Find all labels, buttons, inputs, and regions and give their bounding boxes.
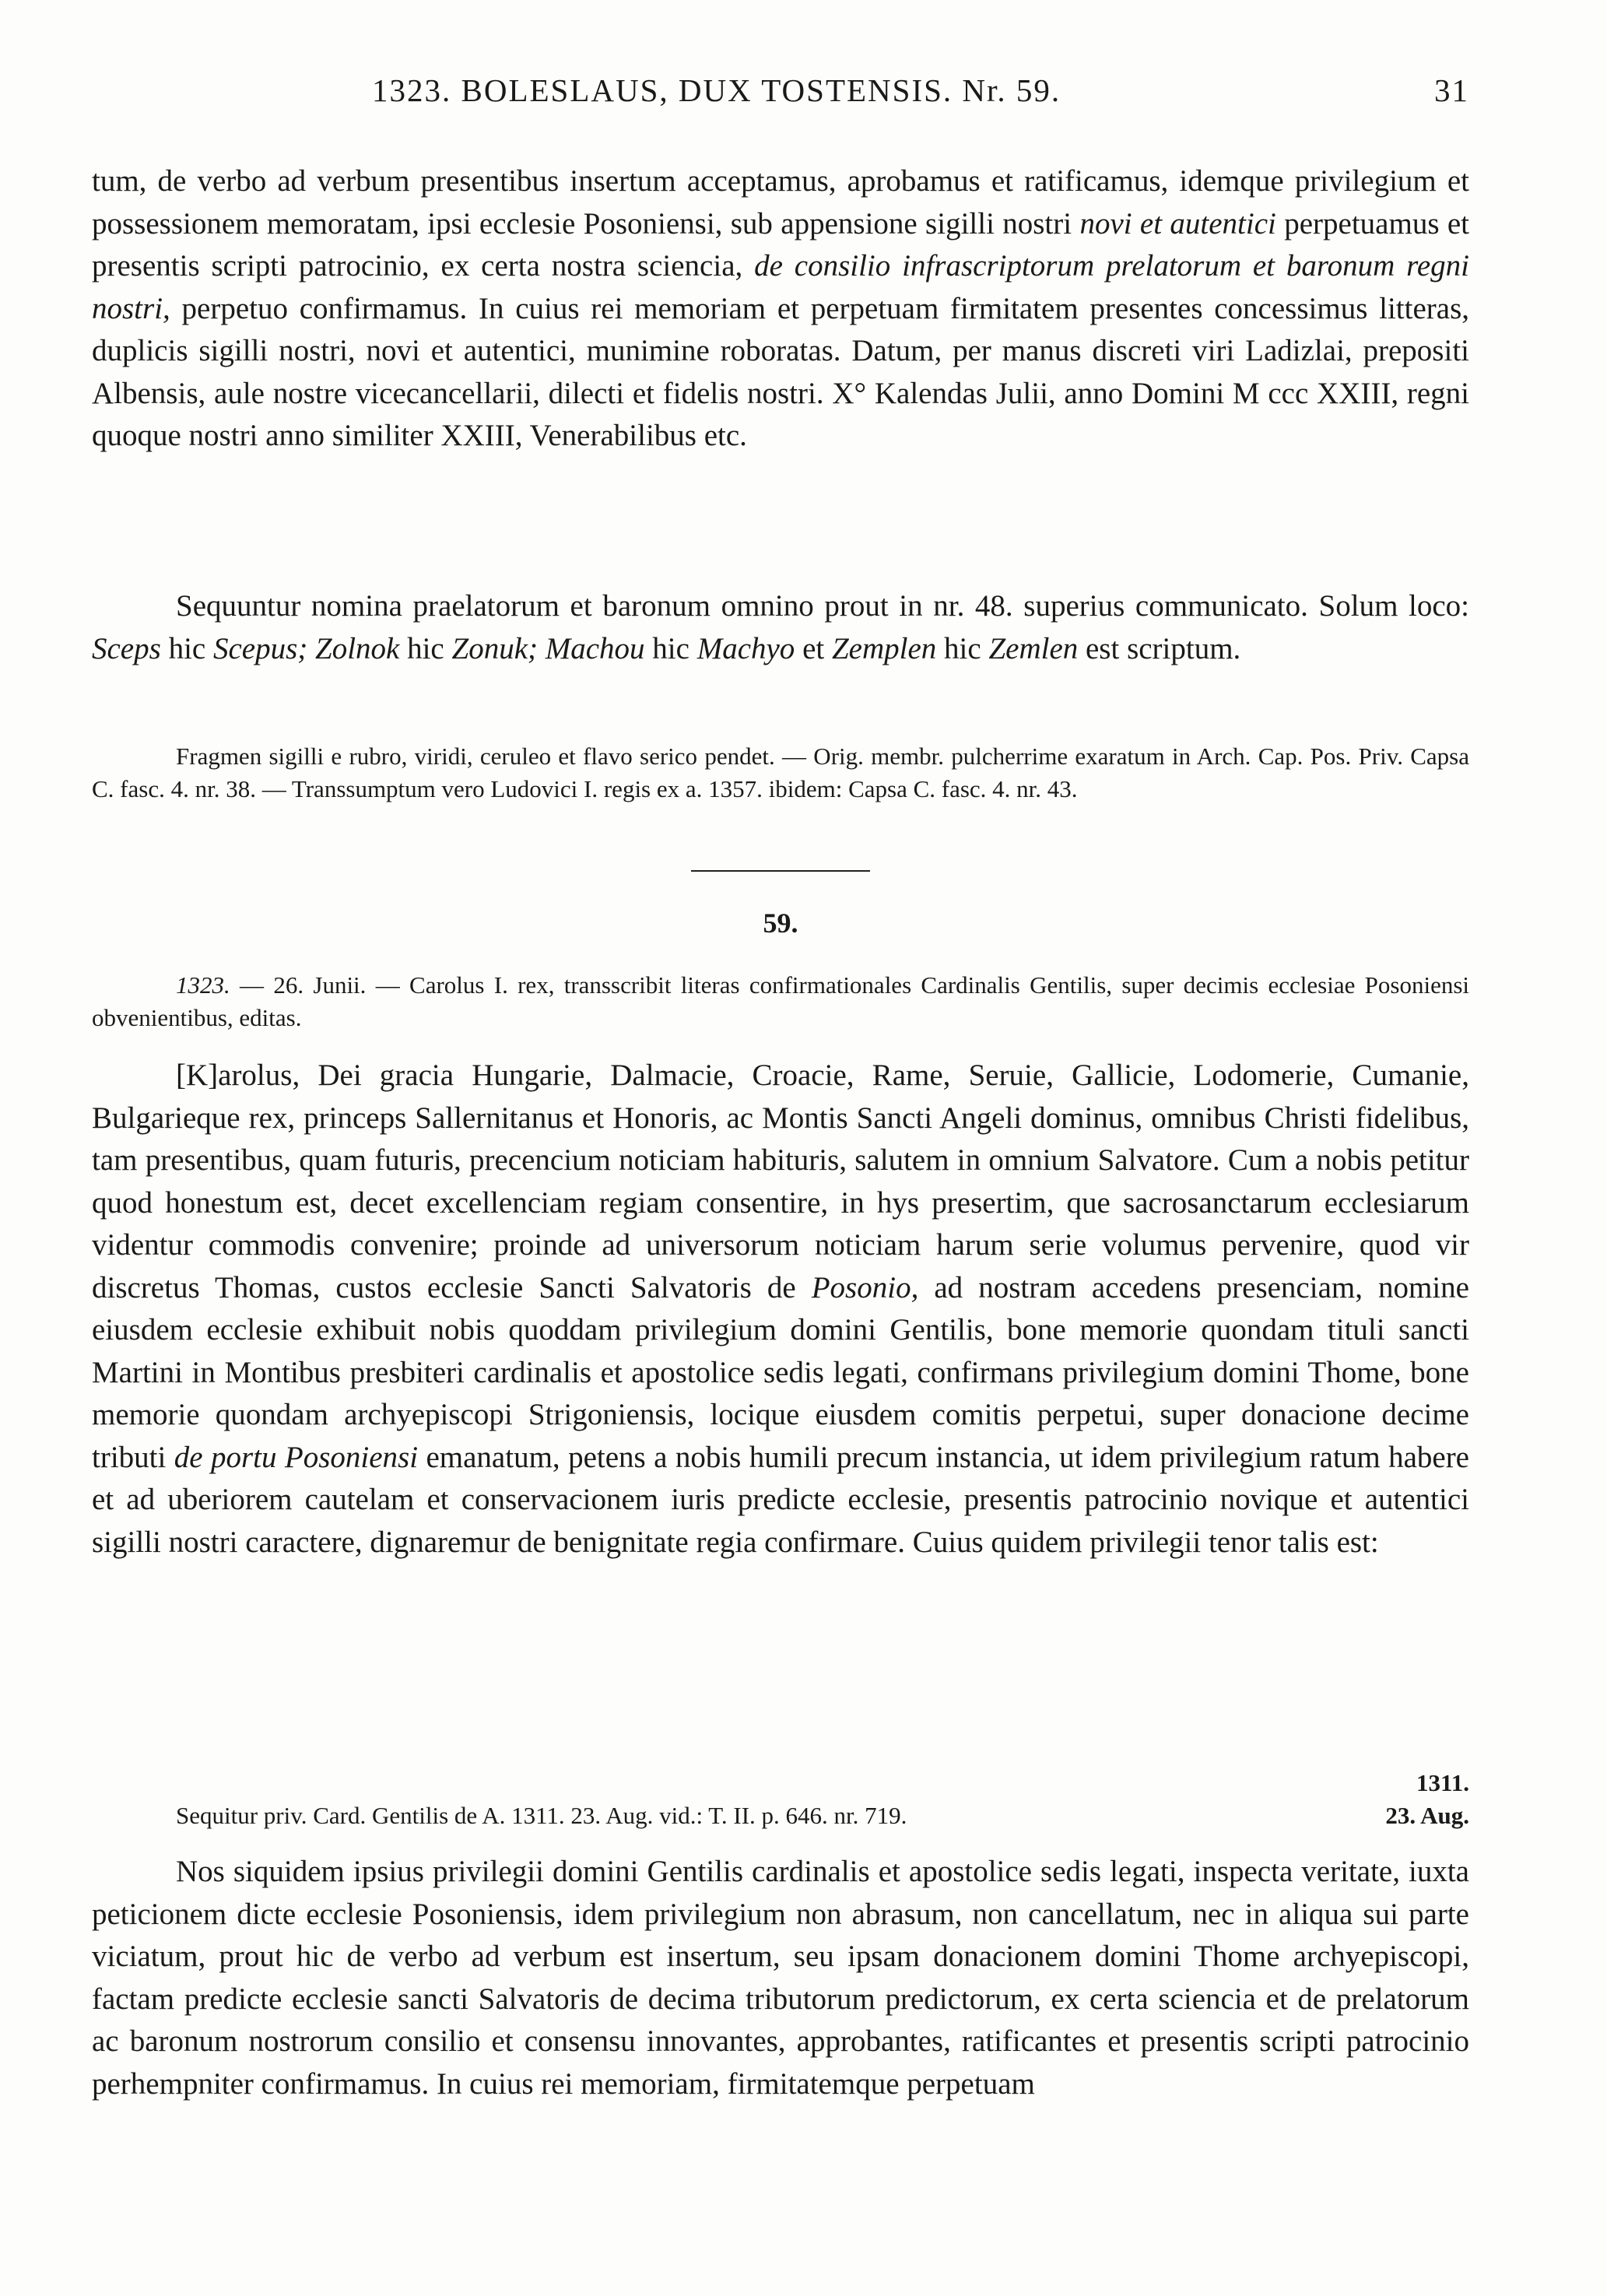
section-divider xyxy=(691,870,870,872)
charter-paragraph-1: [K]arolus, Dei gracia Hungarie, Dalmacie, Croacie, Rame, Seruie, Gallicie, Lodomerie, Cumanie, Bulgarieque rex, princeps Sallernitanus et Honoris, ac Montis Sancti Angeli dominus, omnibus Christi fidelibus, tam presentibus, quam futuris, precencium noticiam habituris, salutem in omnium Salvatore. Cum a nobis petitur quod honestum est, decet excellenciam regiam consentire, in hys presertim, que sacrosanctarum ecclesiarum videntur commodis convenire; proinde ad universorum noticiam harum serie volumus pervenire, quod vir discretus Thomas, custos ecclesie Sancti Salvatoris de Posonio, ad nostram accedens presenciam, nomine eiusdem ecclesie exhibuit nobis quoddam privilegium domini Gentilis, bone memorie quondam tituli sancti Martini in Montibus presbiteri cardinalis et apostolice sedis legati, confirmans privilegium domini Thome, bone memorie quondam archyepiscopi Strigoniensis, locique eiusdem comitis perpetui, super donacione decime tributi de portu Posoniensi emanatum, petens a nobis humili precum instancia, ut idem privilegium ratum habere et ad uberiorem cautelam et conservacionem iuris predicte ecclesie, presentis patrocinio novique et autentici sigilli nostri caractere, dignaremur de benignitate regia confirmare. Cuius quidem privilegii tenor talis est: xyxy=(92,1058,1469,1559)
running-title: 1323. BOLESLAUS, DUX TOSTENSIS. Nr. 59. xyxy=(372,72,1061,108)
sequitur-note: Sequitur priv. Card. Gentilis de A. 1311. 23. Aug. vid.: T. II. p. 646. nr. 719. xyxy=(176,1802,907,1829)
regest xyxy=(92,969,1469,1034)
running-head xyxy=(92,72,1469,118)
charter-paragraph-2: Nos siquidem ipsius privilegii domini Gentilis cardinalis et apostolice sedis legati, inspecta veritate, iuxta peticionem dicte ecclesie Posoniensis, idem privilegium non abrasum, non cancellatum, nec in aliqua sui parte viciatum, prout hic de verbo ad verbum est insertum, seu ipsam donacionem domini Thome archyepiscopi, factam predicte ecclesie sancti Salvatoris de decima tributorum predictorum, ex certa sciencia et de prelatorum ac baronum nostrorum consilio et consensu innovantes, approbantes, ratificantes et presentis scripti patrocinio perhempniter confirmamus. In cuius rei memoriam, firmitatemque perpetuam xyxy=(92,1855,1469,2101)
page-number: 31 xyxy=(1434,72,1469,108)
regest-date: 1323. xyxy=(176,971,230,999)
margin-day: 23. Aug. xyxy=(1385,1802,1469,1829)
previous-document-text: tum, de verbo ad verbum presentibus insertum acceptamus, aprobamus et ratificamus, idemque privilegium et possessionem memoratam, ipsi ecclesie Posoniensi, sub appensione sigilli nostri novi et autentici perpetuamus et presentis scripti patrocinio, ex certa nostra sciencia, de consilio infrascriptorum prelatorum et baronum regni nostri, perpetuo confirmamus. In cuius rei memoriam et perpetuam firmitatem presentes concessimus litteras, duplicis sigilli nostri, novi et autentici, munimine roboratas. Datum, per manus discreti viri Ladizlai, prepositi Albensis, aule nostre vicecancellarii, dilecti et fidelis nostri. X° Kalendas Julii, anno Domini M ccc XXIII, regni quoque nostri anno similiter XXIII, Venerabilibus etc. xyxy=(92,164,1469,452)
margin-date xyxy=(1385,1767,1469,1832)
margin-year: 1311. xyxy=(1416,1769,1469,1796)
regest-text: — 26. Junii. — Carolus I. rex, transscribit literas confirmationales Cardinalis Gentilis, super decimis ecclesiae Posoniensi obvenientibus, editas. xyxy=(92,971,1469,1031)
seal-source-note: Fragmen sigilli e rubro, viridi, ceruleo et flavo serico pendet. — Orig. membr. pulcherrime exaratum in Arch. Cap. Pos. Priv. Capsa C. fasc. 4. nr. 38. — Transsumptum vero Ludovici I. regis ex a. 1357. ibidem: Capsa C. fasc. 4. nr. 43. xyxy=(92,743,1469,802)
prelates-note-paragraph: Sequuntur nomina praelatorum et baronum omnino prout in nr. 48. superius communicato. Solum loco: Sceps hic Scepus; Zolnok hic Zonuk; Machou hic Machyo et Zemplen hic Zemlen est scriptum. xyxy=(92,589,1469,665)
document-number: 59. xyxy=(763,908,798,939)
